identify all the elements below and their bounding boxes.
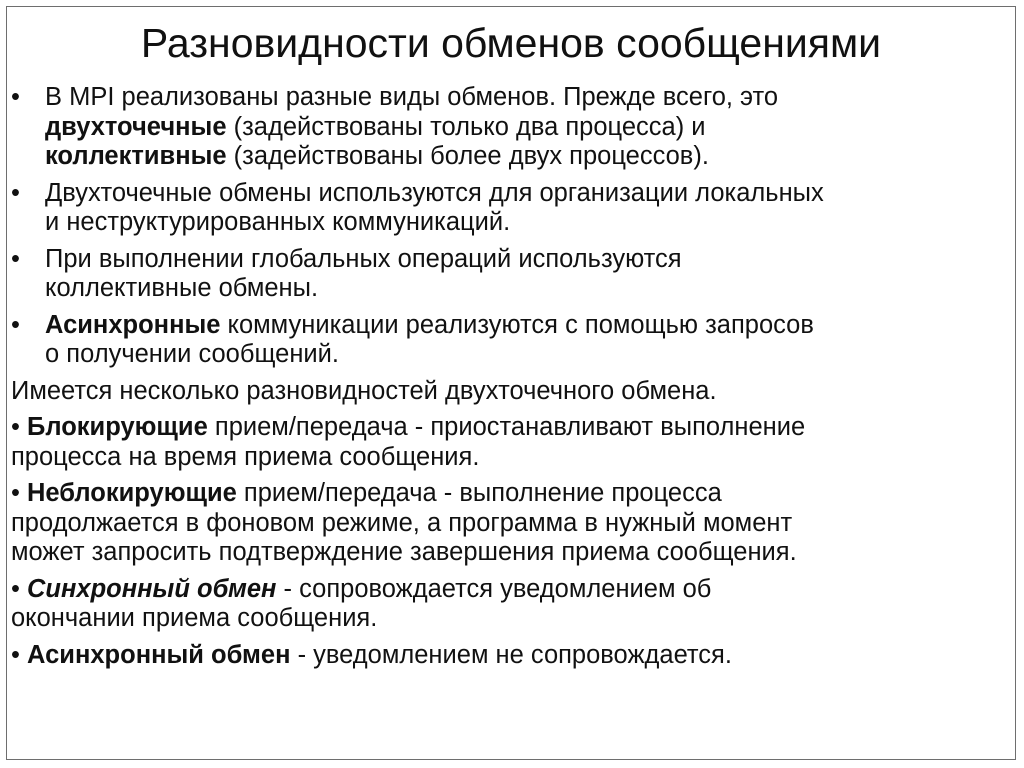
text-line <box>45 208 1013 238</box>
text-line <box>11 604 1013 634</box>
text-run: прием/передача - приостанавливают выполнение <box>207 413 806 441</box>
text-run: о получении сообщений. <box>45 340 339 368</box>
text-line <box>11 479 1013 509</box>
text-line <box>45 83 1013 113</box>
exchange-type-item <box>7 479 1013 568</box>
text-run: (задействованы более двух процессов). <box>226 142 709 170</box>
bullet-marker: • <box>11 640 28 669</box>
text-run: процесса на время приема сообщения. <box>11 442 480 471</box>
text-run: продолжается в фоновом режиме, а программа в нужный момент <box>11 508 793 537</box>
exchange-type-item <box>7 641 1013 671</box>
intro-text: Имеется несколько разновидностей двухточечного обмена. <box>11 376 717 405</box>
bullet-item <box>7 83 1013 172</box>
text-line <box>11 640 1013 671</box>
bullet-item <box>7 179 1013 238</box>
bold-term: Блокирующие <box>27 413 208 441</box>
bold-term: Асинхронные <box>45 310 221 339</box>
text-run: окончании приема сообщения. <box>11 604 378 632</box>
text-run: может запросить подтверждение завершения приема сообщения. <box>11 538 797 566</box>
text-line <box>11 538 1013 568</box>
bullet-marker: • <box>11 574 28 603</box>
text-line <box>45 245 1013 275</box>
slide <box>6 6 1016 760</box>
text-line <box>11 413 1013 443</box>
text-run: коммуникации реализуются с помощью запросов <box>220 310 814 339</box>
exchange-types-list <box>7 413 1013 670</box>
text-run: - уведомлением не сопровождается. <box>290 640 732 669</box>
bullet-list <box>7 83 1013 370</box>
bold-term: коллективные <box>45 142 227 170</box>
bullet-marker: • <box>11 413 28 441</box>
text-line <box>11 508 1013 539</box>
text-line <box>11 442 1013 473</box>
bold-term: Асинхронный обмен <box>27 640 291 669</box>
bullet-marker: • <box>11 83 20 111</box>
exchange-type-item <box>7 413 1013 472</box>
text-line <box>45 142 1013 172</box>
text-run: (задействованы только два процесса) и <box>226 112 706 141</box>
text-run: прием/передача - выполнение процесса <box>236 479 722 507</box>
text-run: Двухточечные обмены используются для организации локальных <box>45 178 824 207</box>
exchange-type-item <box>7 575 1013 634</box>
bullet-marker: • <box>11 244 20 273</box>
bold-term: двухточечные <box>45 112 227 141</box>
text-run: коллективные обмены. <box>45 274 319 302</box>
bold-term: Неблокирующие <box>27 479 237 507</box>
text-run: При выполнении глобальных операций используются <box>45 244 682 273</box>
bullet-marker: • <box>11 479 28 507</box>
text-line <box>45 340 1013 370</box>
bullet-marker: • <box>11 310 20 339</box>
slide-body <box>7 76 1013 670</box>
bullet-item <box>7 311 1013 370</box>
bullet-item <box>7 245 1013 304</box>
text-line <box>45 113 1013 143</box>
bold-term <box>27 575 276 603</box>
bullet-marker: • <box>11 178 20 207</box>
text-run: и неструктурированных коммуникаций. <box>45 208 511 236</box>
slide-title: Разновидности обменов сообщениями <box>140 20 882 66</box>
emphasis-text: Синхронный обмен <box>27 574 277 603</box>
text-run: В MPI реализованы разные виды обменов. Прежде всего, это <box>45 83 779 111</box>
text-line <box>11 574 1013 605</box>
text-line <box>45 274 1013 304</box>
text-line <box>45 311 1013 341</box>
text-line <box>45 179 1013 209</box>
text-run: - сопровождается уведомлением об <box>276 574 712 603</box>
